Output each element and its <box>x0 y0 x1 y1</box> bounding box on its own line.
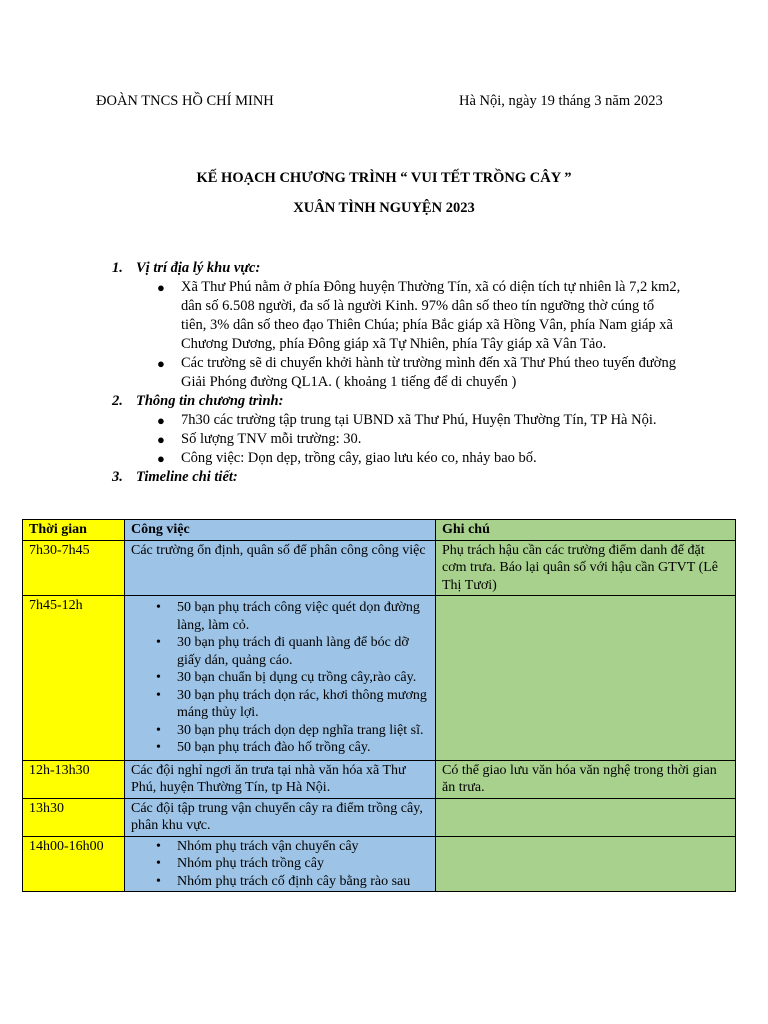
time-cell: 12h-13h30 <box>23 760 125 798</box>
note-cell <box>436 836 736 892</box>
table-row <box>23 540 736 596</box>
list-item: • 50 bạn phụ trách đào hố trồng cây. <box>131 739 429 757</box>
bullet-icon: ● <box>157 356 165 371</box>
list-item: • 30 bạn phụ trách dọn rác, khơi thông mương máng thủy lợi. <box>131 687 429 722</box>
list-item: • 50 bạn phụ trách công việc quét dọn đường làng, làm cỏ. <box>131 599 429 634</box>
table-row <box>23 596 736 761</box>
document-title: KẾ HOẠCH CHƯƠNG TRÌNH “ VUI TẾT TRỒNG CÂY ” <box>196 170 572 186</box>
section-title: Thông tin chương trình: <box>136 393 284 409</box>
work-cell <box>125 596 436 761</box>
list-item: • Nhóm phụ trách trồng cây <box>131 855 429 873</box>
document-date: Hà Nội, ngày 19 tháng 3 năm 2023 <box>459 93 663 109</box>
note-cell: Có thể giao lưu văn hóa văn nghệ trong thời gian ăn trưa. <box>436 760 736 798</box>
list-item: • Nhóm phụ trách vận chuyển cây <box>131 838 429 856</box>
work-cell: Các đội tập trung vận chuyển cây ra điểm trồng cây, phân khu vực. <box>125 798 436 836</box>
time-cell: 13h30 <box>23 798 125 836</box>
table-row <box>23 760 736 798</box>
task-list <box>131 838 429 891</box>
bullet-item <box>112 278 682 354</box>
section-heading <box>112 468 682 487</box>
time-cell: 7h45-12h <box>23 596 125 761</box>
column-header-work: Công việc <box>125 520 436 541</box>
work-cell <box>125 836 436 892</box>
section-title: Vị trí địa lý khu vực: <box>136 260 261 276</box>
document-subtitle: XUÂN TÌNH NGUYỆN 2023 <box>293 200 475 216</box>
section-heading <box>112 392 682 411</box>
list-item: • 30 bạn phụ trách đi quanh làng để bóc dỡ giấy dán, quảng cáo. <box>131 634 429 669</box>
section-heading <box>112 259 682 278</box>
table-row <box>23 836 736 892</box>
bullet-item <box>112 430 682 449</box>
work-cell: Các đội nghỉ ngơi ăn trưa tại nhà văn hóa xã Thư Phú, huyện Thường Tín, tp Hà Nội. <box>125 760 436 798</box>
bullet-item <box>112 354 682 392</box>
section-number: 1. <box>112 260 123 276</box>
plan-outline <box>112 259 682 487</box>
section-number: 3. <box>112 469 123 485</box>
column-header-note: Ghi chú <box>436 520 736 541</box>
bullet-item <box>112 449 682 468</box>
time-cell: 14h00-16h00 <box>23 836 125 892</box>
timeline-table <box>22 519 736 892</box>
column-header-time: Thời gian <box>23 520 125 541</box>
bullet-text: Số lượng TNV mỗi trường: 30. <box>181 431 362 447</box>
bullet-icon: ● <box>157 280 165 295</box>
table-header-row <box>23 520 736 541</box>
note-cell <box>436 798 736 836</box>
bullet-icon: ● <box>157 413 165 428</box>
bullet-text: Các trường sẽ di chuyển khởi hành từ trường mình đến xã Thư Phú theo tuyến đường Giải Phóng đường QL1A. ( khoảng 1 tiếng để di chuyển ) <box>181 355 676 390</box>
note-cell <box>436 596 736 761</box>
note-cell: Phụ trách hậu cần các trường điểm danh để đặt cơm trưa. Báo lại quân số với hậu cần GTVT (Lê Thị Tươi) <box>436 540 736 596</box>
task-list <box>131 597 429 759</box>
bullet-text: Xã Thư Phú nằm ở phía Đông huyện Thường Tín, xã có diện tích tự nhiên là 7,2 km2, dân số 6.508 người, đa số là người Kinh. 97% dân số theo tín ngưỡng thờ cúng tổ tiên, 3% dân số theo đạo Thiên Chúa; phía Bắc giáp xã Hồng Vân, phía Nam giáp xã Chương Dương, phía Đông giáp xã Tự Nhiên, phía Tây giáp xã Vân Tảo. <box>181 279 681 352</box>
time-cell: 7h30-7h45 <box>23 540 125 596</box>
bullet-item <box>112 411 682 430</box>
bullet-text: 7h30 các trường tập trung tại UBND xã Thư Phú, Huyện Thường Tín, TP Hà Nội. <box>181 412 657 428</box>
section-title: Timeline chi tiết: <box>136 469 238 485</box>
list-item: • 30 bạn chuẩn bị dụng cụ trồng cây,rào cây. <box>131 669 429 687</box>
bullet-icon: ● <box>157 451 165 466</box>
bullet-icon: ● <box>157 432 165 447</box>
work-cell: Các trường ổn định, quân số để phân công công việc <box>125 540 436 596</box>
table-row <box>23 798 736 836</box>
list-item: • Nhóm phụ trách cố định cây bằng rào sau <box>131 873 429 891</box>
list-item: • 30 bạn phụ trách dọn dẹp nghĩa trang liệt sĩ. <box>131 722 429 740</box>
organization-name: ĐOÀN TNCS HỒ CHÍ MINH <box>96 93 274 109</box>
section-number: 2. <box>112 393 123 409</box>
bullet-text: Công việc: Dọn dẹp, trồng cây, giao lưu kéo co, nhảy bao bố. <box>181 450 537 466</box>
